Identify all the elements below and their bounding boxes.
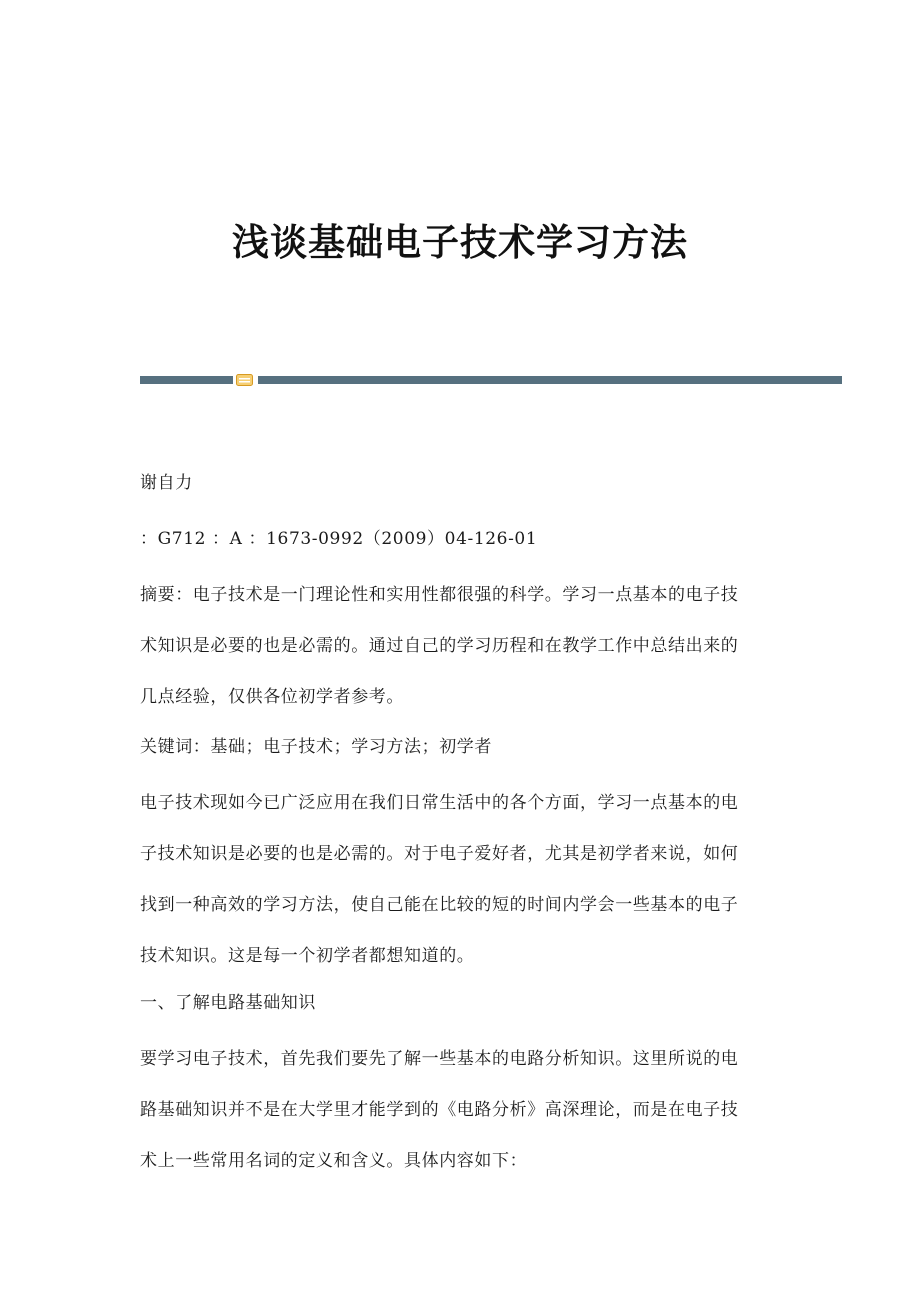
keywords (140, 722, 780, 773)
intro-line: 电子技术现如今已广泛应用在我们日常生活中的各个方面，学习一点基本的电 (140, 793, 739, 813)
title-divider (140, 374, 842, 386)
section1-line: 要学习电子技术，首先我们要先了解一些基本的电路分析知识。这里所说的电 (140, 1049, 739, 1069)
section-heading (140, 978, 780, 1029)
abstract-line: 几点经验，仅供各位初学者参考。 (140, 687, 404, 707)
intro-line: 找到一种高效的学习方法，使自己能在比较的短的时间内学会一些基本的电子 (140, 895, 739, 915)
intro-line: 技术知识。这是每一个初学者都想知道的。 (140, 946, 475, 966)
author (140, 458, 780, 509)
section1-line: 路基础知识并不是在大学里才能学到的《电路分析》高深理论，而是在电子技 (140, 1100, 739, 1120)
intro-line: 子技术知识是必要的也是必需的。对于电子爱好者，尤其是初学者来说，如何 (140, 844, 739, 864)
section1-heading: 一、了解电路基础知识 (140, 993, 316, 1013)
author-name: 谢自力 (140, 473, 193, 493)
divider-bar-right (258, 376, 842, 384)
page-title: 浅谈基础电子技术学习方法 (232, 220, 688, 264)
classification-info (140, 514, 780, 565)
abstract-line: 摘要：电子技术是一门理论性和实用性都很强的科学。学习一点基本的电子技 (140, 585, 739, 605)
divider-ornament-icon (236, 374, 253, 386)
section1-line: 术上一些常用名词的定义和含义。具体内容如下： (140, 1151, 528, 1171)
intro-paragraph (140, 778, 780, 982)
abstract (140, 570, 780, 723)
abstract-line: 术知识是必要的也是必需的。通过自己的学习历程和在教学工作中总结出来的 (140, 636, 739, 656)
keywords-line: 关键词：基础；电子技术；学习方法；初学者 (140, 737, 492, 757)
divider-bar-left (140, 376, 233, 384)
section1-paragraph (140, 1034, 780, 1187)
classification-line: ：G712 ：A ：1673-0992（2009）04-126-01 (140, 529, 538, 549)
